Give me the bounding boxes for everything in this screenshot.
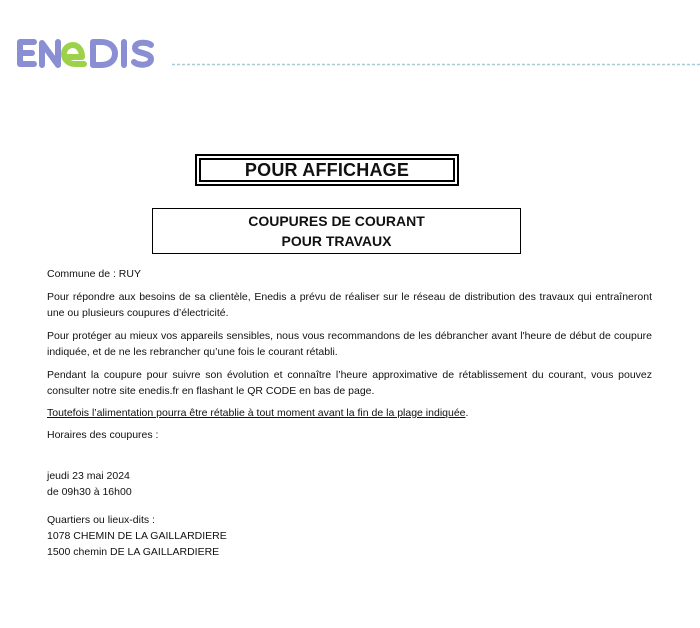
warning-period: . [465,407,469,419]
page-title: POUR AFFICHAGE [199,158,455,182]
paragraph-protection: Pour protéger au mieux vos appareils sensibles, nous vous recommandons de les débrancher avant l'heure de début de coupure indiquée, et de ne les rebrancher qu’une fois le courant rétabli. [47,330,652,358]
subtitle-box [152,208,521,254]
title-box [195,154,459,186]
outage-time: de 09h30 à 16h00 [47,486,132,498]
subtitle-line-1: COUPURES DE COURANT [248,213,425,229]
paragraph-tracking: Pendant la coupure pour suivre son évolution et connaître l’heure approximative de rétablissement du courant, vous pouvez consulter notre site enedis.fr en flashant le QR CODE en bas de page. [47,369,652,397]
notice-body [47,266,652,560]
places-label: Quartiers ou lieux-dits : [47,514,155,526]
outage-date: jeudi 23 mai 2024 [47,470,130,482]
warning-line [47,405,652,421]
place-item: 1078 CHEMIN DE LA GAILLARDIERE [47,530,227,542]
schedule-label: Horaires des coupures : [47,429,159,441]
commune-line: Commune de : RUY [47,268,141,280]
logo-decorative-line [172,63,700,66]
place-item: 1500 chemin DE LA GAILLARDIERE [47,546,220,558]
subtitle-line-2: POUR TRAVAUX [281,233,392,249]
paragraph-intro: Pour répondre aux besoins de sa clientèle, Enedis a prévu de réaliser sur le réseau de distribution des travaux qui entraîneront une ou plusieurs coupures d’électricité. [47,291,652,319]
enedis-logo [14,30,174,74]
warning-text: Toutefois l’alimentation pourra être rétablie à tout moment avant la fin de la plage indiquée [47,407,466,419]
